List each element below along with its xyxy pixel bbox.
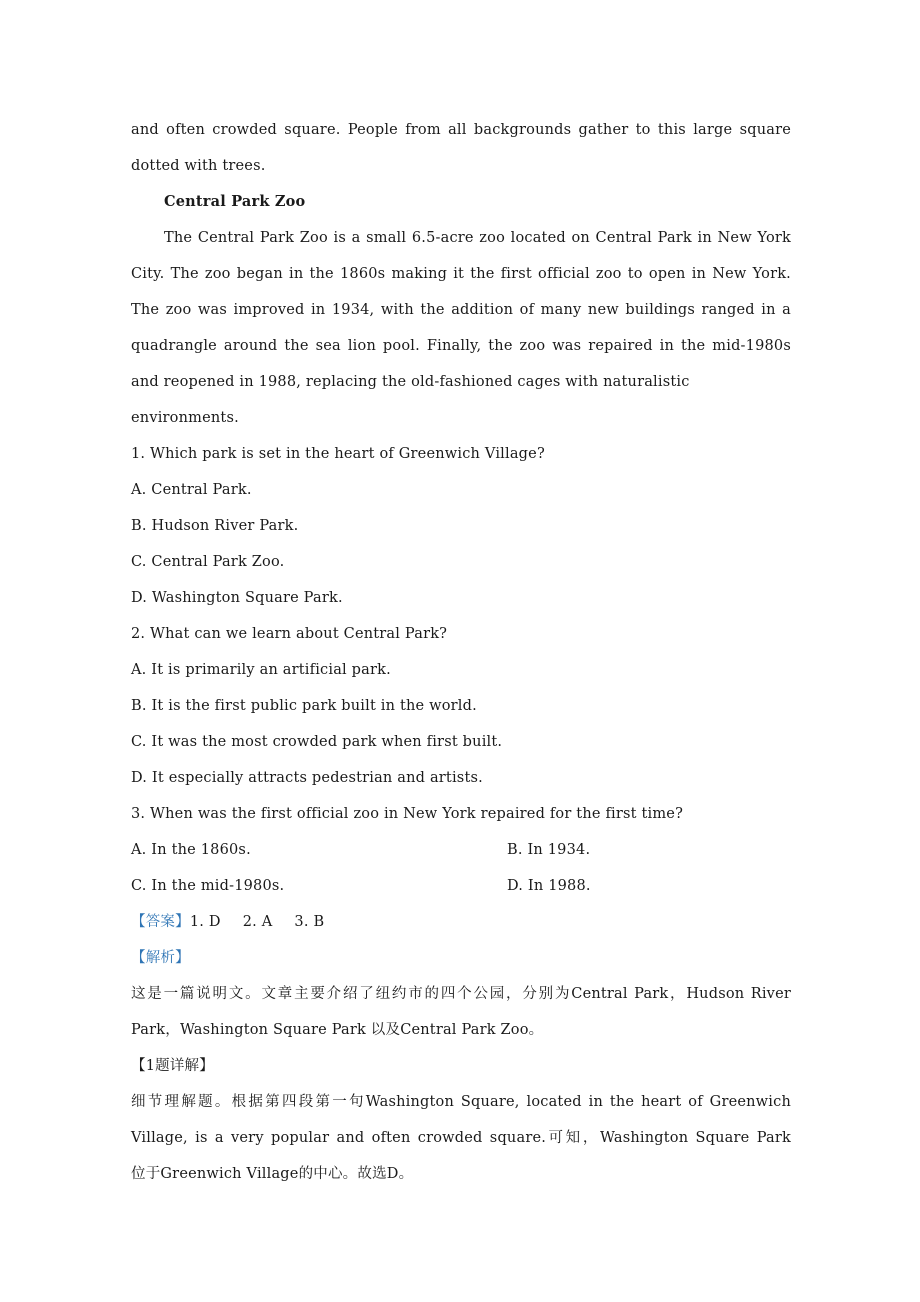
question-option: A. Central Park. [131,482,252,498]
question-option: B. In 1934. [507,842,591,858]
passage-line: environments. [131,410,239,426]
section-heading: Central Park Zoo [164,193,306,210]
passage-line: and often crowded square. People from all backgrounds gather to this large square [131,122,791,138]
analysis-line: 这是一篇说明文。文章主要介绍了纽约市的四个公园，分别为Central Park，Hudson River [131,986,791,1002]
detail-label: 【1题详解】 [131,1058,214,1074]
question-option: D. Washington Square Park. [131,590,343,606]
question-option: A. In the 1860s. [131,842,251,858]
passage-line: dotted with trees. [131,158,266,174]
question-option: C. It was the most crowded park when first built. [131,734,503,750]
option-row [131,832,791,868]
question-option: D. It especially attracts pedestrian and artists. [131,770,483,786]
option-row [131,868,791,904]
question-option: B. It is the first public park built in the world. [131,698,477,714]
passage-line: and reopened in 1988, replacing the old-fashioned cages with naturalistic [131,374,690,390]
answer-item: 2. A [242,914,273,930]
question-stem: 1. Which park is set in the heart of Greenwich Village? [131,446,545,462]
question-option: B. Hudson River Park. [131,518,299,534]
answer-label: 【答案】 [131,914,190,930]
analysis-line: 细节理解题。根据第四段第一句Washington Square, located in the heart of Greenwich [131,1094,791,1110]
analysis-line: Village, is a very popular and often crowded square.可知，Washington Square Park [131,1130,791,1146]
question-option: D. In 1988. [507,878,591,894]
question-option: A. It is primarily an artificial park. [131,662,391,678]
answer-item: 1. D [189,914,221,930]
question-option: C. Central Park Zoo. [131,554,285,570]
question-stem: 2. What can we learn about Central Park? [131,626,448,642]
question-stem: 3. When was the first official zoo in New York repaired for the first time? [131,806,684,822]
analysis-line: 位于Greenwich Village的中心。故选D。 [131,1166,414,1182]
passage-line: City. The zoo began in the 1860s making it the first official zoo to open in New York. [131,266,791,282]
question-option: C. In the mid-1980s. [131,878,285,894]
document-page [131,112,791,1192]
answer-item: 3. B [294,914,325,930]
passage-line: The Central Park Zoo is a small 6.5-acre zoo located on Central Park in New York [164,230,791,246]
passage-line: quadrangle around the sea lion pool. Finally, the zoo was repaired in the mid-1980s [131,338,791,354]
analysis-label: 【解析】 [131,950,190,966]
passage-line: The zoo was improved in 1934, with the addition of many new buildings ranged in a [131,302,791,318]
answer-line [131,904,791,940]
analysis-line: Park，Washington Square Park 以及Central Park Zoo。 [131,1022,544,1038]
